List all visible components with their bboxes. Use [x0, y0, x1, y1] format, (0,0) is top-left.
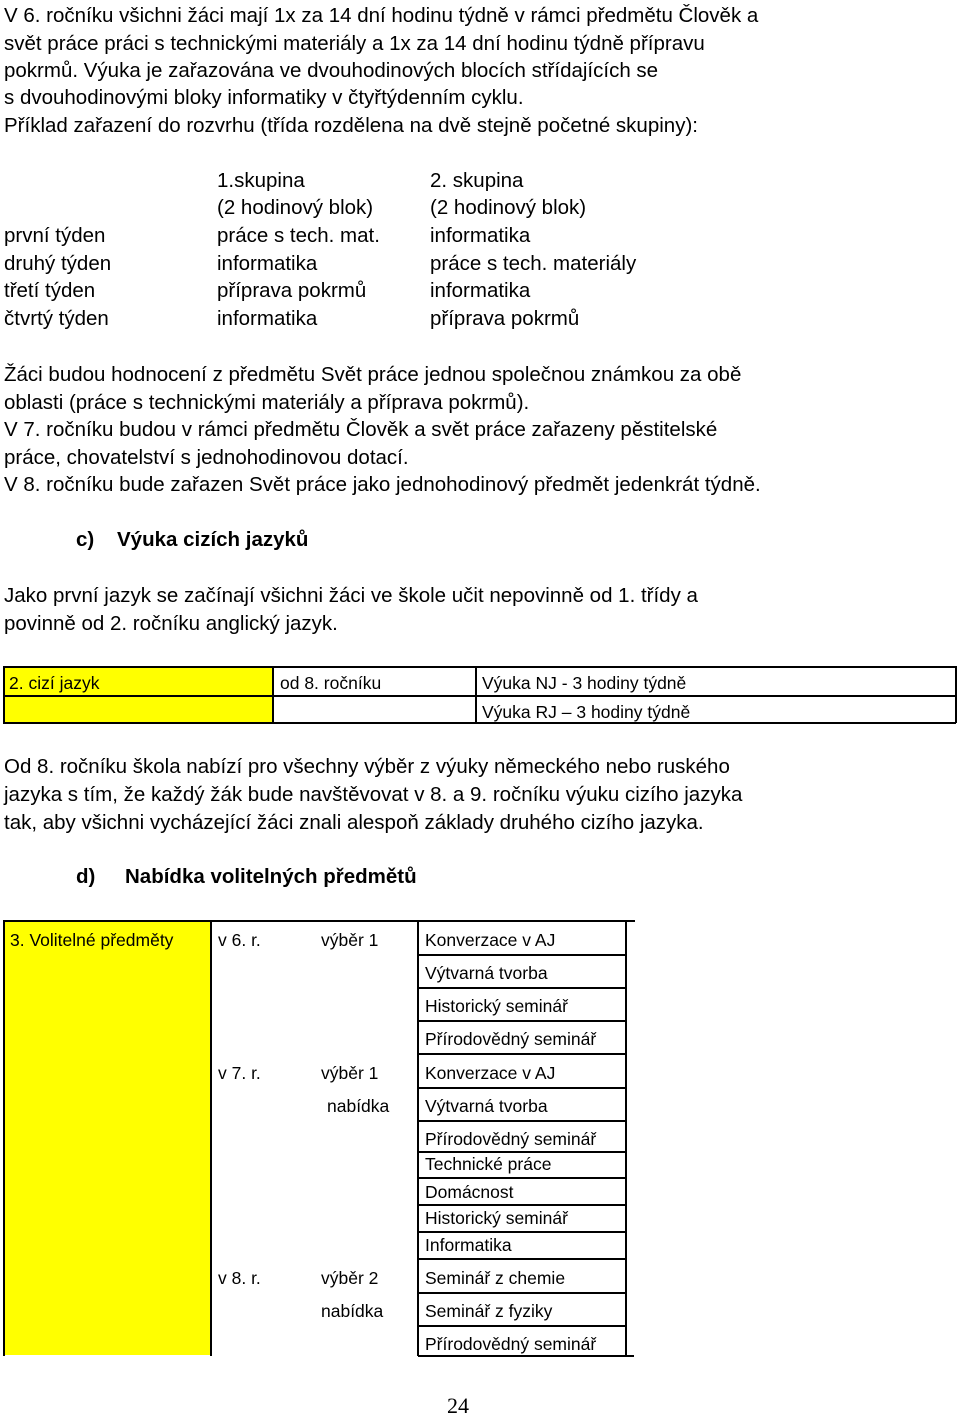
text-line: tak, aby všichni vycházející žáci znali alespoň základy druhého cizího jazyka.	[4, 811, 704, 834]
grade-cell: v 8. r.	[218, 1268, 261, 1288]
language-label: 2. cizí jazyk	[9, 673, 100, 693]
row-border	[418, 1020, 626, 1022]
subject-cell: Informatika	[425, 1235, 512, 1255]
group2-cell: příprava pokrmů	[430, 307, 580, 330]
text-line: svět práce práci s technickými materiály a 1x za 14 dní hodinu týdně přípravu	[4, 32, 705, 55]
offer-cell: nabídka	[321, 1301, 384, 1321]
subject-cell: Seminář z fyziky	[425, 1301, 553, 1321]
row-border	[418, 954, 626, 956]
group2-subheader: (2 hodinový blok)	[430, 196, 587, 219]
row-border	[418, 1292, 626, 1294]
choice-cell: výběr 1	[321, 930, 379, 950]
week-label: první týden	[4, 224, 106, 247]
subject-cell: Historický seminář	[425, 996, 568, 1016]
choice-cell: výběr 1	[321, 1063, 379, 1083]
group1-subheader: (2 hodinový blok)	[217, 196, 374, 219]
row-border	[418, 1204, 626, 1206]
row-border	[418, 1053, 626, 1055]
offer-cell: nabídka	[327, 1096, 390, 1116]
language-option: Výuka NJ - 3 hodiny týdně	[482, 673, 687, 693]
group1-cell: informatika	[217, 307, 318, 330]
subject-cell: Přírodovědný seminář	[425, 1334, 597, 1354]
table-border	[3, 666, 956, 668]
page-number: 24	[447, 1393, 469, 1418]
subject-cell: Technické práce	[425, 1154, 552, 1174]
group2-cell: informatika	[430, 279, 531, 302]
subject-cell: Výtvarná tvorba	[425, 963, 548, 983]
subject-cell: Výtvarná tvorba	[425, 1096, 548, 1116]
text-line: s dvouhodinovými bloky informatiky v čtyřtýdenním cyklu.	[4, 86, 524, 109]
text-line: povinně od 2. ročníku anglický jazyk.	[4, 612, 338, 635]
text-line: jazyka s tím, že každý žák bude navštěvovat v 8. a 9. ročníku výuku cizího jazyka	[4, 783, 743, 806]
table-border	[955, 666, 957, 723]
text-line: Od 8. ročníku škola nabízí pro všechny výběr z výuky německého nebo ruského	[4, 755, 730, 778]
text-line: Žáci budou hodnocení z předmětu Svět práce jednou společnou známkou za obě	[4, 363, 742, 386]
choice-cell: výběr 2	[321, 1268, 379, 1288]
table-border	[3, 920, 5, 1356]
grade-cell: v 7. r.	[218, 1063, 261, 1083]
table-border	[625, 920, 627, 1356]
row-border	[418, 1258, 626, 1260]
row-border	[418, 1355, 634, 1357]
subject-cell: Přírodovědný seminář	[425, 1129, 597, 1149]
row-border	[418, 1231, 626, 1233]
section-d-letter: d)	[76, 865, 96, 888]
subject-cell: Konverzace v AJ	[425, 930, 556, 950]
subject-cell: Domácnost	[425, 1182, 514, 1202]
text-line: V 8. ročníku bude zařazen Svět práce jako jednohodinový předmět jedenkrát týdně.	[4, 473, 761, 496]
week-label: druhý týden	[4, 252, 112, 275]
table-border	[3, 722, 956, 724]
text-line: V 6. ročníku všichni žáci mají 1x za 14 dní hodinu týdně v rámci předmětu Člověk a	[4, 4, 759, 27]
group1-header: 1.skupina	[217, 169, 305, 192]
text-line: oblasti (práce s technickými materiály a příprava pokrmů).	[4, 391, 530, 414]
subject-cell: Seminář z chemie	[425, 1268, 566, 1288]
section-d-title: Nabídka volitelných předmětů	[125, 865, 417, 888]
text-line: Jako první jazyk se začínají všichni žáci ve škole učit nepovinně od 1. třídy a	[4, 584, 698, 607]
subject-cell: Konverzace v AJ	[425, 1063, 556, 1083]
row-border	[418, 1325, 626, 1327]
row-border	[418, 1087, 626, 1089]
subject-cell: Přírodovědný seminář	[425, 1029, 597, 1049]
table-border	[3, 666, 5, 723]
group2-cell: práce s tech. materiály	[430, 252, 637, 275]
grade-cell: od 8. ročníku	[280, 673, 382, 693]
text-line: pokrmů. Výuka je zařazována ve dvouhodinových blocích střídajících se	[4, 59, 659, 82]
section-c-letter: c)	[76, 528, 95, 551]
group1-cell: příprava pokrmů	[217, 279, 367, 302]
row-border	[418, 987, 626, 989]
table-border	[272, 666, 274, 723]
week-label: třetí týden	[4, 279, 96, 302]
group1-cell: práce s tech. mat.	[217, 224, 380, 247]
electives-label: 3. Volitelné předměty	[10, 930, 174, 950]
group2-header: 2. skupina	[430, 169, 524, 192]
text-line: práce, chovatelství s jednohodinovou dotací.	[4, 446, 409, 469]
week-label: čtvrtý týden	[4, 307, 109, 330]
table-border	[417, 920, 419, 1356]
text-line: V 7. ročníku budou v rámci předmětu Člověk a svět práce zařazeny pěstitelské	[4, 418, 718, 441]
table-border	[3, 920, 635, 922]
table-border	[3, 695, 956, 697]
highlight-cell	[4, 922, 210, 1355]
table-border	[475, 666, 477, 723]
group1-cell: informatika	[217, 252, 318, 275]
row-border	[418, 1177, 626, 1179]
group2-cell: informatika	[430, 224, 531, 247]
subject-cell: Historický seminář	[425, 1208, 568, 1228]
grade-cell: v 6. r.	[218, 930, 261, 950]
row-border	[418, 1120, 626, 1122]
section-c-title: Výuka cizích jazyků	[117, 528, 309, 551]
text-line: Příklad zařazení do rozvrhu (třída rozdělena na dvě stejně početné skupiny):	[4, 114, 698, 137]
language-option: Výuka RJ – 3 hodiny týdně	[482, 702, 691, 722]
table-border	[210, 920, 212, 1356]
